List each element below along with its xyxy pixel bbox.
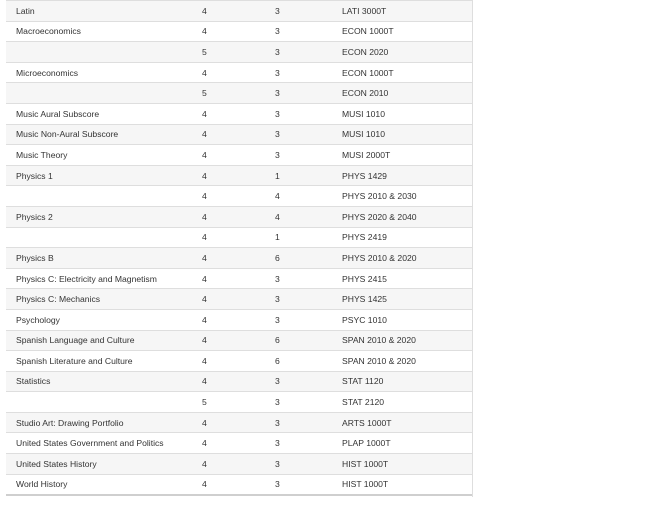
course-cell: MUSI 1010 [342,103,472,124]
subject-cell: United States History [6,454,194,475]
credits-cell: 3 [264,124,342,145]
ap-credit-table-container [6,0,472,496]
table-row [6,474,472,495]
score-cell: 4 [194,289,264,310]
course-cell: ECON 1000T [342,21,472,42]
subject-cell: Physics 1 [6,165,194,186]
table-row [6,103,472,124]
score-cell: 4 [194,309,264,330]
course-cell: PHYS 1425 [342,289,472,310]
credits-cell: 3 [264,1,342,22]
table-row [6,454,472,475]
course-cell: SPAN 2010 & 2020 [342,351,472,372]
score-cell: 4 [194,268,264,289]
subject-cell: Spanish Literature and Culture [6,351,194,372]
course-cell: HIST 1000T [342,474,472,495]
score-cell: 4 [194,206,264,227]
subject-cell [6,83,194,104]
course-cell: PHYS 1429 [342,165,472,186]
score-cell: 5 [194,392,264,413]
course-cell: ECON 2010 [342,83,472,104]
credits-cell: 3 [264,309,342,330]
course-cell: STAT 1120 [342,371,472,392]
course-cell: PHYS 2010 & 2020 [342,248,472,269]
score-cell: 4 [194,371,264,392]
course-cell: ECON 2020 [342,42,472,63]
course-cell: PLAP 1000T [342,433,472,454]
table-body [6,1,472,495]
score-cell: 4 [194,227,264,248]
table-row [6,21,472,42]
credits-cell: 3 [264,474,342,495]
credits-cell: 3 [264,454,342,475]
table-row [6,227,472,248]
table-row [6,268,472,289]
score-cell: 4 [194,124,264,145]
table-row [6,351,472,372]
credits-cell: 3 [264,103,342,124]
subject-cell [6,186,194,207]
subject-cell: Spanish Language and Culture [6,330,194,351]
course-cell: ARTS 1000T [342,412,472,433]
subject-cell: Psychology [6,309,194,330]
table-row [6,433,472,454]
table-row [6,330,472,351]
table-row [6,289,472,310]
credits-cell: 3 [264,42,342,63]
score-cell: 4 [194,145,264,166]
table-row [6,83,472,104]
score-cell: 5 [194,42,264,63]
course-cell: HIST 1000T [342,454,472,475]
score-cell: 4 [194,330,264,351]
score-cell: 4 [194,351,264,372]
subject-cell: United States Government and Politics [6,433,194,454]
credits-cell: 6 [264,351,342,372]
score-cell: 4 [194,62,264,83]
credits-cell: 1 [264,227,342,248]
credits-cell: 3 [264,268,342,289]
subject-cell: Music Non-Aural Subscore [6,124,194,145]
course-cell: PHYS 2415 [342,268,472,289]
table-right-border [472,0,473,497]
subject-cell [6,227,194,248]
table-row [6,1,472,22]
credits-cell: 3 [264,433,342,454]
score-cell: 4 [194,186,264,207]
course-cell: PHYS 2419 [342,227,472,248]
table-row [6,412,472,433]
credits-cell: 3 [264,289,342,310]
subject-cell: Statistics [6,371,194,392]
course-cell: LATI 3000T [342,1,472,22]
subject-cell: Music Theory [6,145,194,166]
course-cell: PSYC 1010 [342,309,472,330]
subject-cell: Studio Art: Drawing Portfolio [6,412,194,433]
table-row [6,42,472,63]
credits-cell: 4 [264,186,342,207]
score-cell: 4 [194,248,264,269]
table-row [6,62,472,83]
subject-cell: Physics C: Electricity and Magnetism [6,268,194,289]
score-cell: 4 [194,1,264,22]
table-row [6,186,472,207]
score-cell: 4 [194,103,264,124]
course-cell: STAT 2120 [342,392,472,413]
credits-cell: 1 [264,165,342,186]
score-cell: 4 [194,412,264,433]
credits-cell: 3 [264,412,342,433]
score-cell: 4 [194,474,264,495]
ap-credit-table [6,0,472,496]
course-cell: PHYS 2010 & 2030 [342,186,472,207]
subject-cell: Latin [6,1,194,22]
table-row [6,248,472,269]
score-cell: 4 [194,433,264,454]
credits-cell: 3 [264,145,342,166]
subject-cell: Physics 2 [6,206,194,227]
subject-cell: Physics B [6,248,194,269]
table-row [6,165,472,186]
credits-cell: 3 [264,371,342,392]
course-cell: ECON 1000T [342,62,472,83]
subject-cell: World History [6,474,194,495]
credits-cell: 3 [264,62,342,83]
table-row [6,371,472,392]
credits-cell: 4 [264,206,342,227]
course-cell: MUSI 2000T [342,145,472,166]
table-row [6,392,472,413]
credits-cell: 3 [264,21,342,42]
table-row [6,309,472,330]
table-row [6,124,472,145]
subject-cell [6,42,194,63]
credits-cell: 6 [264,330,342,351]
table-row [6,145,472,166]
credits-cell: 3 [264,83,342,104]
credits-cell: 3 [264,392,342,413]
score-cell: 4 [194,454,264,475]
subject-cell: Physics C: Mechanics [6,289,194,310]
score-cell: 5 [194,83,264,104]
course-cell: PHYS 2020 & 2040 [342,206,472,227]
course-cell: MUSI 1010 [342,124,472,145]
subject-cell: Microeconomics [6,62,194,83]
score-cell: 4 [194,21,264,42]
table-row [6,206,472,227]
subject-cell [6,392,194,413]
credits-cell: 6 [264,248,342,269]
subject-cell: Macroeconomics [6,21,194,42]
course-cell: SPAN 2010 & 2020 [342,330,472,351]
score-cell: 4 [194,165,264,186]
subject-cell: Music Aural Subscore [6,103,194,124]
